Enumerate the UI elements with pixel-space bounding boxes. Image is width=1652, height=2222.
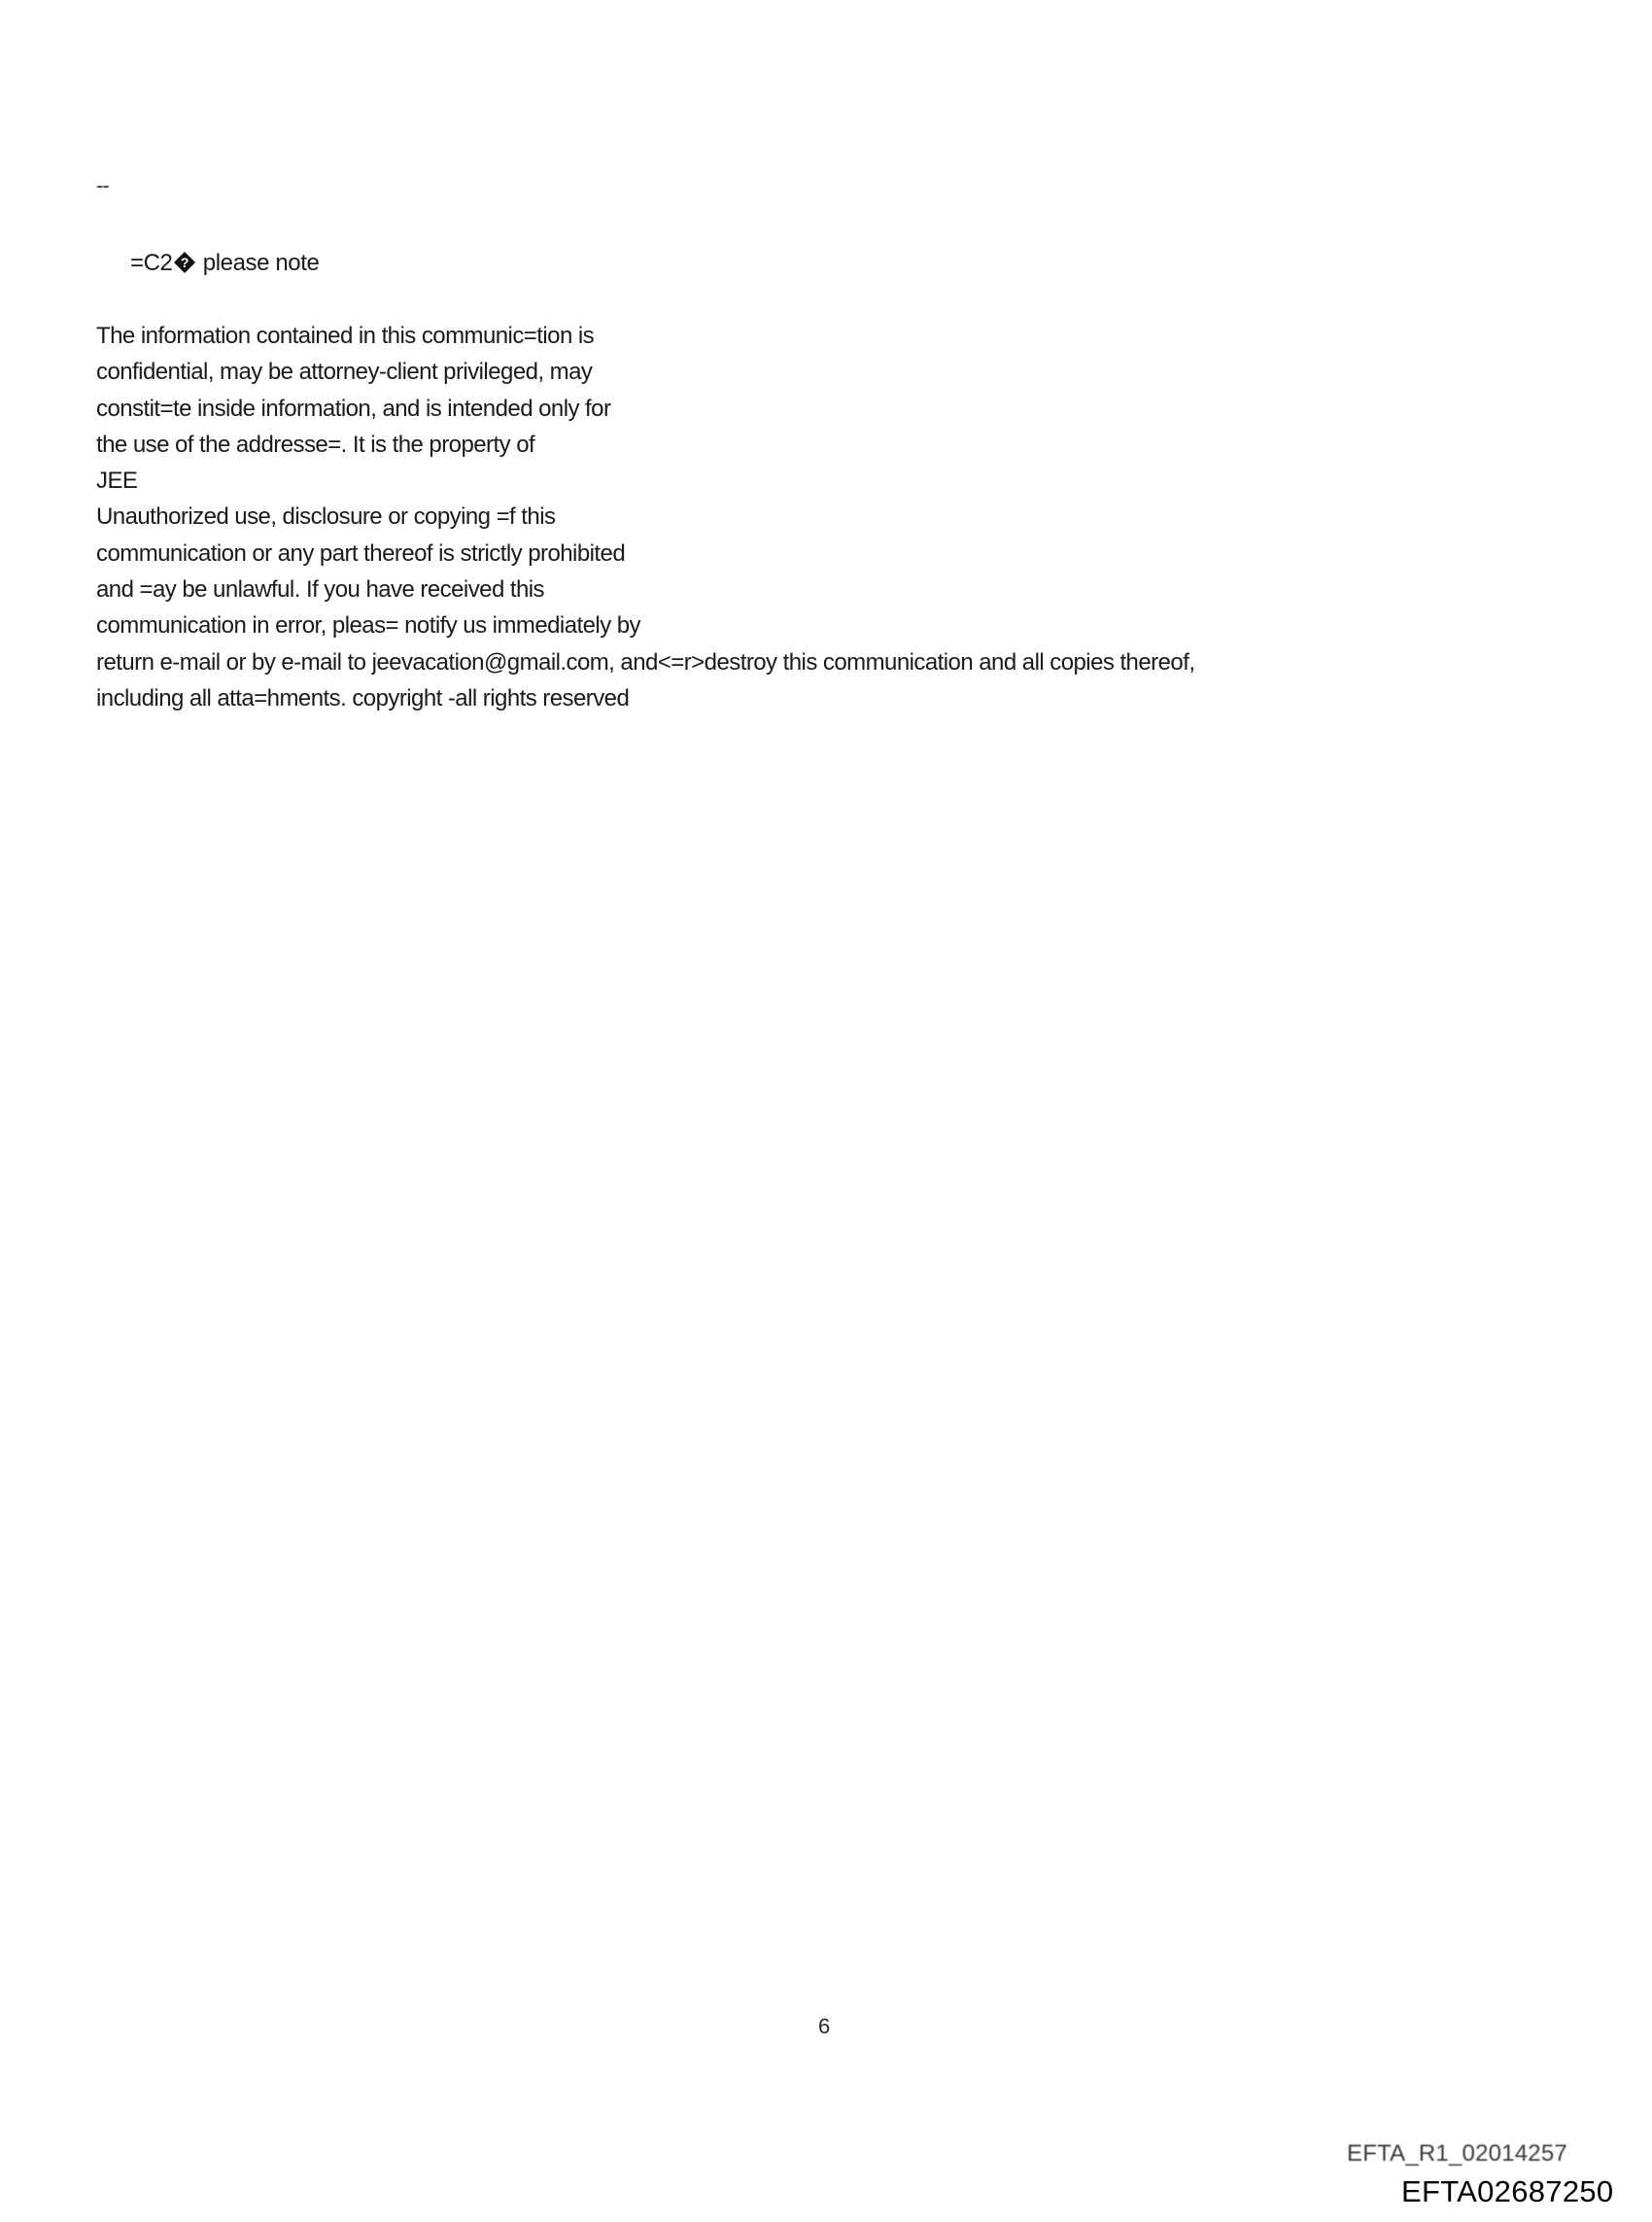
bates-number-secondary: EFTA02687250 [1401,2174,1614,2208]
disclaimer-line: JEE [96,468,138,495]
bates-number-primary: EFTA_R1_02014257 [1347,2140,1567,2167]
page-number: 6 [818,2014,831,2038]
disclaimer-line: Unauthorized use, disclosure or copying =f this [96,503,556,531]
disclaimer-line: communication or any part thereof is strictly prohibited [96,539,626,567]
note-text: please note [196,250,320,276]
note-prefix: =C2 [130,250,173,276]
disclaimer-line: return e-mail or by e-mail to jeevacation@gmail.com, and<=r>destroy this communication and all copies thereof, [96,648,1195,676]
svg-text:?: ? [180,255,189,270]
signature-separator: -- [96,173,109,197]
replacement-character-icon [174,252,195,273]
disclaimer-line: communication in error, pleas= notify us immediately by [96,612,641,640]
disclaimer-line: the use of the addresse=. It is the property of [96,431,535,458]
confidentiality-disclaimer [96,318,1194,716]
note-line [130,248,319,279]
disclaimer-line: and =ay be unlawful. If you have received this [96,576,545,604]
disclaimer-line: constit=te inside information, and is intended only for [96,395,611,422]
disclaimer-line: including all atta=hments. copyright -all rights reserved [96,684,630,712]
disclaimer-line: The information contained in this communic=tion is [96,323,595,349]
disclaimer-line: confidential, may be attorney-client privileged, may [96,359,593,386]
